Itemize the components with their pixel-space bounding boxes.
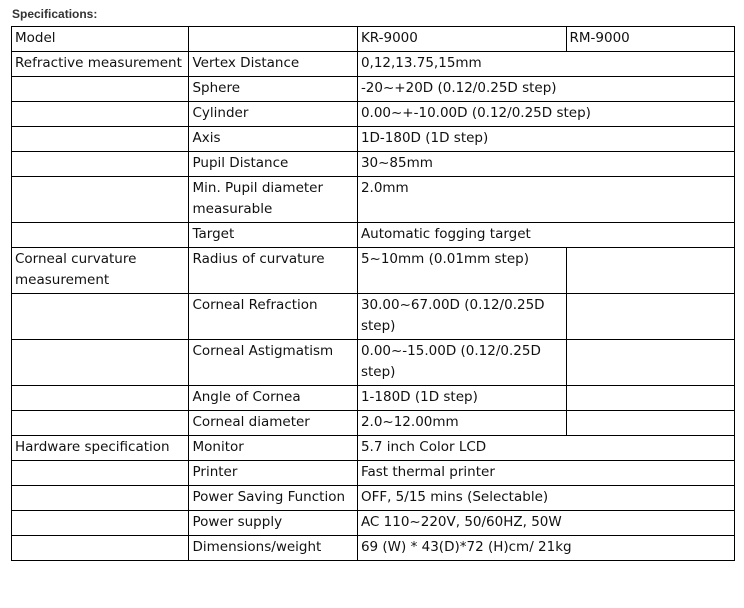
specifications-table: [11, 26, 735, 561]
group-cell: Hardware specification: [12, 436, 189, 461]
item-cell: Printer: [189, 461, 357, 486]
group-cell: [12, 294, 189, 340]
group-cell: [12, 177, 189, 223]
value-cell: Fast thermal printer: [357, 461, 734, 486]
group-cell: Refractive measurement: [12, 52, 189, 77]
value-cell: -20~+20D (0.12/0.25D step): [357, 77, 734, 102]
value-cell: 0.00~+-10.00D (0.12/0.25D step): [357, 102, 734, 127]
table-row: [12, 511, 735, 536]
item-cell: Angle of Cornea: [189, 386, 357, 411]
value-cell: 69 (W) * 43(D)*72 (H)cm/ 21kg: [357, 536, 734, 561]
table-row: [12, 127, 735, 152]
table-row: [12, 248, 735, 294]
value-cell: 1-180D (1D step): [357, 386, 566, 411]
item-cell: Corneal Astigmatism: [189, 340, 357, 386]
value-cell: 1D-180D (1D step): [357, 127, 734, 152]
value-cell: 30.00~67.00D (0.12/0.25D step): [357, 294, 566, 340]
group-cell: [12, 223, 189, 248]
item-cell: Pupil Distance: [189, 152, 357, 177]
group-cell: [12, 152, 189, 177]
table-row: [12, 486, 735, 511]
item-cell: Radius of curvature: [189, 248, 357, 294]
value-cell: 0.00~-15.00D (0.12/0.25D step): [357, 340, 566, 386]
item-cell: Sphere: [189, 77, 357, 102]
extra-cell: [566, 248, 735, 294]
value-cell: 5~10mm (0.01mm step): [357, 248, 566, 294]
table-row: [12, 461, 735, 486]
group-cell: [12, 461, 189, 486]
extra-cell: [566, 294, 735, 340]
value-cell: 2.0mm: [357, 177, 734, 223]
value-cell: 30~85mm: [357, 152, 734, 177]
item-cell: Corneal diameter: [189, 411, 357, 436]
extra-cell: [566, 386, 735, 411]
table-row: [12, 77, 735, 102]
value-cell: 5.7 inch Color LCD: [357, 436, 734, 461]
table-row: [12, 102, 735, 127]
item-cell: Corneal Refraction: [189, 294, 357, 340]
group-cell: [12, 102, 189, 127]
header-cell-model: Model: [12, 27, 189, 52]
table-row: [12, 52, 735, 77]
table-row: [12, 411, 735, 436]
item-cell: Monitor: [189, 436, 357, 461]
group-cell: [12, 77, 189, 102]
item-cell: Min. Pupil diameter measurable: [189, 177, 357, 223]
extra-cell: [566, 411, 735, 436]
item-cell: Target: [189, 223, 357, 248]
header-cell-kr9000: KR-9000: [357, 27, 566, 52]
group-cell: [12, 386, 189, 411]
table-row: [12, 436, 735, 461]
extra-cell: [566, 340, 735, 386]
value-cell: AC 110~220V, 50/60HZ, 50W: [357, 511, 734, 536]
item-cell: Dimensions/weight: [189, 536, 357, 561]
value-cell: 0,12,13.75,15mm: [357, 52, 734, 77]
page-title: Specifications:: [12, 7, 98, 21]
item-cell: Cylinder: [189, 102, 357, 127]
table-row: [12, 177, 735, 223]
item-cell: Vertex Distance: [189, 52, 357, 77]
item-cell: Power Saving Function: [189, 486, 357, 511]
group-cell: [12, 486, 189, 511]
table-header-row: [12, 27, 735, 52]
table-row: [12, 536, 735, 561]
group-cell: [12, 536, 189, 561]
table-row: [12, 294, 735, 340]
group-cell: [12, 127, 189, 152]
table-row: [12, 223, 735, 248]
table-row: [12, 340, 735, 386]
value-cell: 2.0~12.00mm: [357, 411, 566, 436]
value-cell: Automatic fogging target: [357, 223, 734, 248]
group-cell: [12, 511, 189, 536]
header-cell-blank: [189, 27, 357, 52]
header-cell-rm9000: RM-9000: [566, 27, 735, 52]
group-cell: Corneal curvature measurement: [12, 248, 189, 294]
item-cell: Power supply: [189, 511, 357, 536]
table-row: [12, 152, 735, 177]
group-cell: [12, 411, 189, 436]
value-cell: OFF, 5/15 mins (Selectable): [357, 486, 734, 511]
table-row: [12, 386, 735, 411]
group-cell: [12, 340, 189, 386]
item-cell: Axis: [189, 127, 357, 152]
